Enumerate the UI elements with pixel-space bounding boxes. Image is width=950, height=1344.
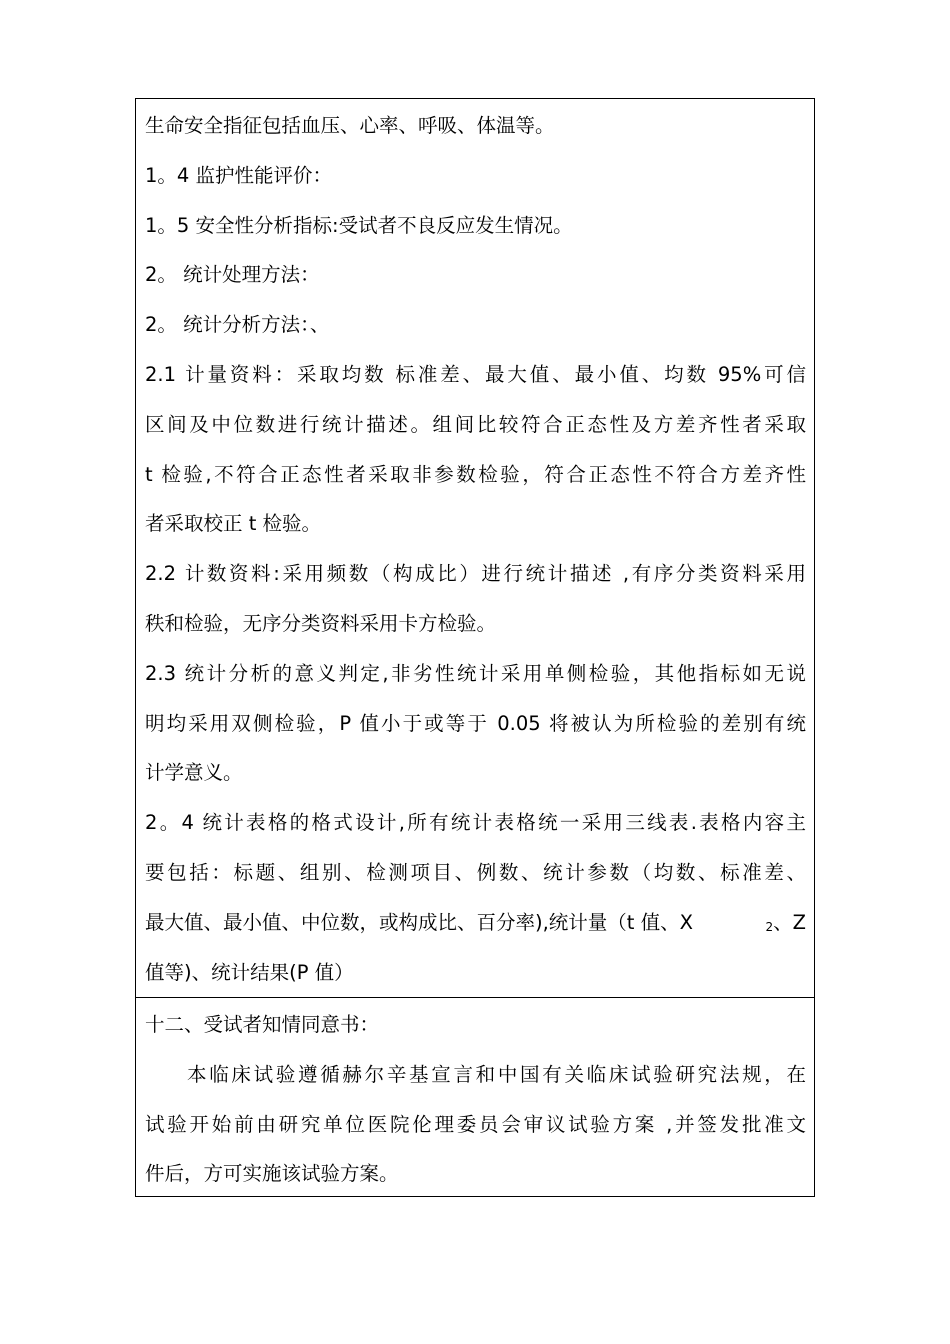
text-line: 要包括：标题、组别、检测项目、例数、统计参数（均数、标准差、 — [145, 860, 806, 884]
text-line: 本临床试验遵循赫尔辛基宣言和中国有关临床试验研究法规，在 — [187, 1062, 806, 1086]
text-line: 2。 统计处理方法： — [145, 263, 320, 287]
text-line: 2。 统计分析方法：、 — [145, 313, 330, 337]
text-line: 试验开始前由研究单位医院伦理委员会审议试验方案 ,并签发批准文 — [145, 1112, 806, 1136]
text-line: 计学意义。 — [145, 761, 243, 785]
chi-square-subscript: 2 — [765, 919, 774, 934]
text-line: 秩和检验，无序分类资料采用卡方检验。 — [145, 611, 497, 635]
text-line: t 检验,不符合正态性者采取非参数检验，符合正态性不符合方差齐性 — [145, 462, 806, 486]
text-line: 2。4 统计表格的格式设计,所有统计表格统一采用三线表.表格内容主 — [145, 811, 806, 835]
document-table — [135, 98, 815, 1197]
text-line: 区间及中位数进行统计描述。组间比较符合正态性及方差齐性者采取 — [145, 412, 806, 436]
text-line: 1。4 监护性能评价： — [145, 163, 333, 187]
text-line: 1。5 安全性分析指标:受试者不良反应发生情况。 — [145, 213, 573, 237]
stat-text-end — [766, 898, 807, 948]
section-heading: 十二、受试者知情同意书： — [145, 1013, 380, 1036]
stat-text-b: 、Z — [773, 910, 806, 934]
text-line: 2.2 计数资料:采用频数（构成比）进行统计描述 ,有序分类资料采用 — [145, 562, 806, 586]
stat-line — [145, 898, 806, 948]
statistics-cell — [136, 99, 814, 998]
text-line: 者采取校正 t 检验。 — [145, 512, 322, 536]
text-line: 2.1 计量资料：采取均数 标准差、最大值、最小值、均数 95%可信 — [145, 362, 806, 386]
text-line: 2.3 统计分析的意义判定,非劣性统计采用单侧检验，其他指标如无说 — [145, 661, 806, 685]
consent-cell — [136, 998, 814, 1196]
text-line: 明均采用双侧检验，P 值小于或等于 0.05 将被认为所检验的差别有统 — [145, 711, 806, 735]
stat-text-a: 最大值、最小值、中位数，或构成比、百分率),统计量（t 值、X — [145, 910, 694, 934]
text-line: 件后，方可实施该试验方案。 — [145, 1162, 399, 1186]
text-line: 值等)、统计结果(P 值） — [145, 960, 354, 984]
text-line: 生命安全指征包括血压、心率、呼吸、体温等。 — [145, 114, 555, 137]
